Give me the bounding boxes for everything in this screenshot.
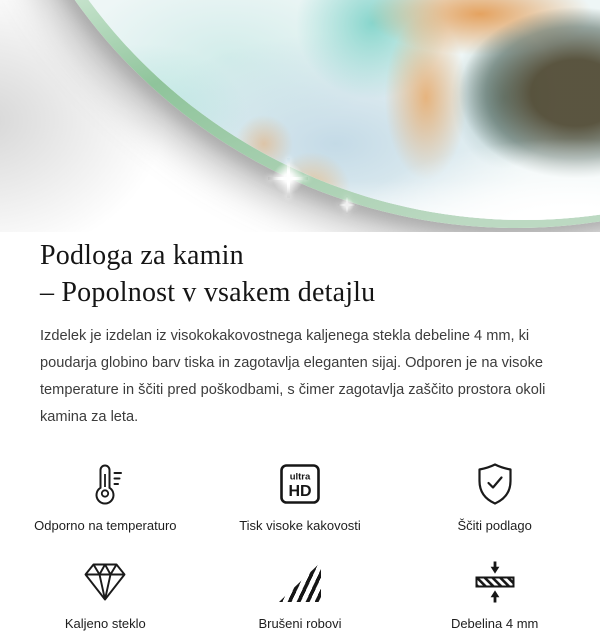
feature-temperature bbox=[8, 461, 203, 533]
feature-label: Ščiti podlago bbox=[457, 518, 532, 533]
shield-check-icon bbox=[471, 461, 519, 507]
thickness-icon bbox=[471, 559, 519, 605]
feature-polished-edges bbox=[203, 559, 398, 631]
ultra-hd-icon bbox=[276, 461, 324, 507]
feature-label: Debelina 4 mm bbox=[450, 616, 539, 631]
diamond-icon bbox=[81, 559, 129, 605]
page-title-line1: Podloga za kamin bbox=[40, 240, 244, 271]
page-title bbox=[40, 237, 560, 311]
feature-grid bbox=[8, 461, 592, 631]
ultra-hd-icon-text-top: ultra bbox=[289, 471, 311, 483]
ultra-hd-icon-text-bottom: HD bbox=[288, 483, 312, 500]
sparkle-glint-icon bbox=[268, 158, 308, 198]
feature-label: Brušeni robovi bbox=[258, 616, 342, 631]
sparkle-glint-small-icon bbox=[338, 196, 356, 214]
feature-tempered-glass bbox=[8, 559, 203, 631]
product-image bbox=[0, 0, 600, 232]
beveled-edges-icon bbox=[279, 559, 321, 605]
thermometer-icon bbox=[81, 461, 129, 507]
page-title-line2: – Popolnost v vsakem detajlu bbox=[40, 277, 376, 308]
feature-protects bbox=[397, 461, 592, 533]
feature-print-quality bbox=[203, 461, 398, 533]
feature-thickness bbox=[397, 559, 592, 631]
feature-label: Tisk visoke kakovosti bbox=[239, 518, 361, 533]
feature-label: Kaljeno steklo bbox=[64, 616, 146, 631]
feature-label: Odporno na temperaturo bbox=[34, 518, 177, 533]
product-description: Izdelek je izdelan iz visokokakovostnega kaljenega stekla debeline 4 mm, ki poudarja globino barv tiska in zagotavlja eleganten sijaj. Odporen je na visoke temperature in ščiti pred poškodbami, s čimer zagotavlja zaščito prostora okoli kamina za leta. bbox=[40, 328, 546, 425]
